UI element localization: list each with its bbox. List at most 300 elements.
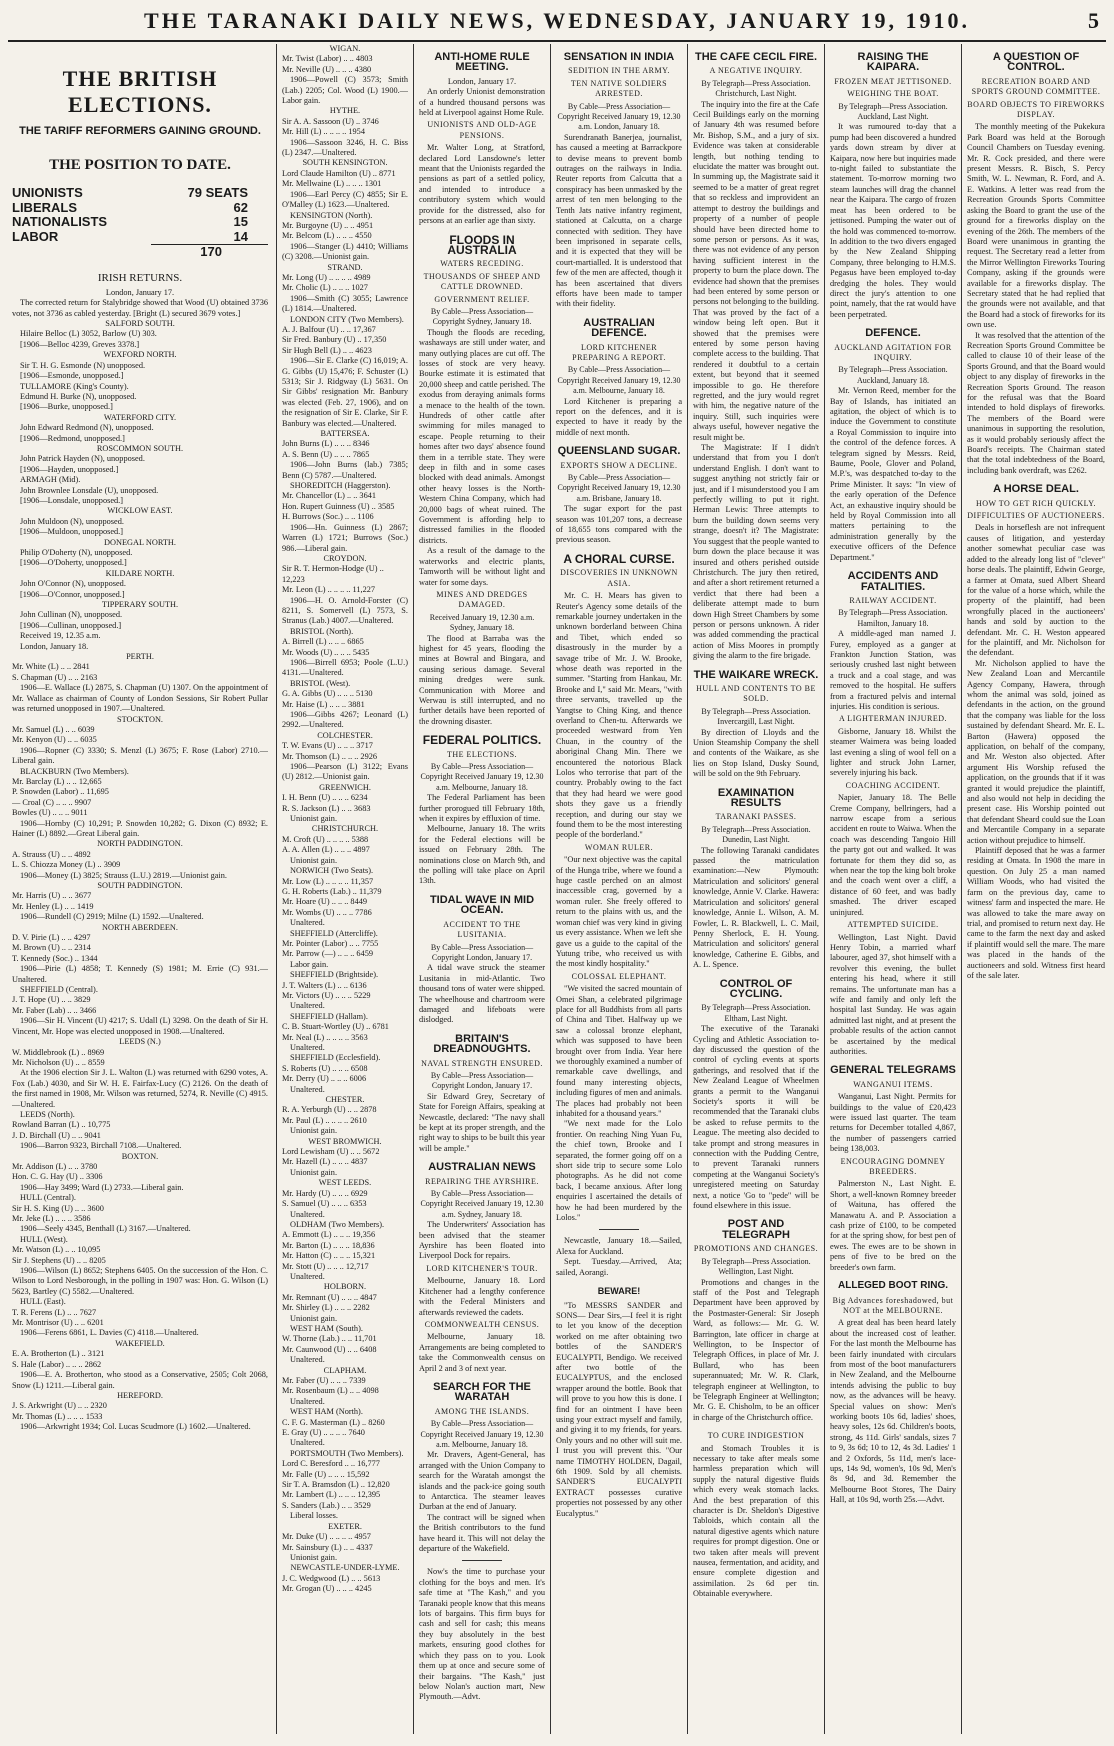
article-heading: THE CAFE CECIL FIRE. xyxy=(694,51,818,63)
article-text: Mr. Vernon Reed, member for the Bay of Islands, has initiated an agitation, the object of which is to induce the Government to constitute a Royal Commission to inquire into the control of the defence forces. A telegram signed by Messrs. Reid, Baume, Poole, Glover and Poland, M.P.'s, was despatched to-day to the Prime Minister. It says: "In view of the early operation of the Defence Act, an exhaustive inquiry should be held by Royal Commission into all matters pertaining to the administration generally by the executive officers of the Defence Department." xyxy=(830,386,956,562)
constituency-heading: SOUTH PADDINGTON. xyxy=(97,881,183,890)
result-line: KENSINGTON (North). xyxy=(290,210,373,220)
article-text: It was rumoured to-day that a pump had been discovered a hundred yards down stream by diver at Kaipara, now here but inquiries made to-night failed to substantiate the statement. To-morrow morning two steam launches will drag the channel near the Kaipara. The cargo of frozen meat has been ordered to be jettisoned. Pumping the water out of the hold was commenced to-morrow. In addition to the two divers engaged by the New Zealand Shipping Company, three belonging to H.M.S. Pegasus have been employed to-day dredging the holes. They would direct the jury's attention to one point, namely, that the rat would have been perpetrated. xyxy=(830,122,956,319)
result-line: 1906—Hn. Guinness (L) 2867; Warren (L) 1721; Burrows (Soc.) 986.—Liberal gain. xyxy=(282,522,408,553)
constituency-heading: DONEGAL NORTH. xyxy=(103,537,176,547)
result-line: Mr. Thomson (L) .. .. .. 2926 xyxy=(282,751,378,761)
result-line: D. V. Pirie (L) .. .. 4297 xyxy=(12,933,91,943)
result-line: H. Burrows (Soc.) .. .. 1106 xyxy=(282,512,374,522)
result-line: Mr. Cholic (L) .. .. .. 1027 xyxy=(282,283,368,293)
advertisement-heading: TO CURE INDIGESTION xyxy=(707,1431,805,1441)
article-subheading: A NEGATIVE INQUIRY. xyxy=(709,66,803,76)
column-divider xyxy=(824,44,825,1734)
result-line: Mr. Thomas (L) .. .. .. 1533 xyxy=(12,1411,103,1421)
result-line: Sir T. A. Bramsdon (L) .. 12,820 xyxy=(282,1480,390,1490)
result-line: Hon. C. G. Hay (U) .. 3306 xyxy=(12,1172,103,1182)
article-heading: A QUESTION OF CONTROL. xyxy=(992,51,1080,74)
result-line: Bowles (U) .. .. .. 9011 xyxy=(12,808,88,818)
column-1 xyxy=(12,44,268,1734)
result-line: I. H. Benn (U) .. .. .. 6234 xyxy=(282,793,368,803)
article-subheading: NAVAL STRENGTH ENSURED. xyxy=(421,1058,543,1068)
result-line: Mr. Hardy (U) .. .. .. 6929 xyxy=(282,1188,368,1198)
result-line: W. Thorne (Lab.) .. .. 11,701 xyxy=(282,1334,377,1344)
article-subheading: ATTEMPTED SUICIDE. xyxy=(847,920,939,930)
results-list xyxy=(282,44,408,1595)
constituency-heading: NORTH PADDINGTON. xyxy=(97,839,183,849)
article-heading: GENERAL TELEGRAMS xyxy=(830,1064,956,1077)
article-subheading: AMONG THE ISLANDS. xyxy=(434,1406,530,1416)
article-text: Plaintiff deposed that he was a farmer residing at Omata. In 1908 the mare in question. On July 25 a man named William Woods, who had visited the farm on the previous day, came to witness' farm and inspected the mare. He was allowed to take the mare away on trial, and promised to return next day. He came to the farm the next day and asked if plaintiff would sell the mare. The mare was placed in the hands of the auctioneers and sold. Witness first heard of the sale later. xyxy=(967,846,1105,980)
result-line: Unaltered. xyxy=(290,1271,325,1281)
column-divider xyxy=(961,44,962,1734)
result-line: Mr. Rosenbaum (L) .. .. 4098 xyxy=(282,1386,379,1396)
result-line: Lord C. Beresford .. .. 16,777 xyxy=(282,1459,380,1469)
result-line: Mr. Remnant (U) .. .. .. 4847 xyxy=(282,1292,377,1302)
column-5 xyxy=(693,44,819,1734)
article-subheading: ENCOURAGING DOMNEY BREEDERS. xyxy=(840,1156,946,1177)
result-line: 1906—Sassoon 3246, H. C. Biss (L) 2347.—Unaltered. xyxy=(282,137,408,158)
article-heading: FLOODS IN AUSTRALIA xyxy=(447,232,517,257)
result-line: Received 19, 12.35 a.m. xyxy=(20,631,101,641)
advertisement-text: A great deal has been heard lately about the increased cost of leather. For the last month the Melbourne has been fairly inundated with circulars from most of the boot manufacturers in New Zealand, and the Melbourne intends advising the public to buy now, as the advances will be heavy. Special values on show: Men's working boots 10s 6d, ladies' shoes, heavy soles, 12s 6d. Children's boots, strong, 4s 11d. Girls' sandals, sizes 7 to 9, 3s 6d; 10 to 12, 4s 3d. Ladies' 1 and 2 Oxfords, 5s 11d, men's lace-ups, 14s 9d, women's, 10s 9d, Men's 8s 9d, and 3d. Remember the Melbourne Boot Stores, The Dairy Hall, at 10s 9d, worth 25s.—Advt. xyxy=(830,1318,956,1505)
article-subheading: ACCIDENT TO THE LUSITANIA. xyxy=(443,919,521,940)
result-line: Mr. Twist (Labor) .. .. 4803 xyxy=(282,54,373,64)
article-subheading: DISCOVERIES IN UNKNOWN ASIA. xyxy=(560,568,678,588)
dateline: By Telegraph—Press Association. Eltham, Last Night. xyxy=(701,1003,811,1023)
result-line: Mr. Belcom (L) .. .. .. 4550 xyxy=(282,231,372,241)
result-line: WEST HAM (North). xyxy=(290,1407,363,1417)
article-subheading: TEN NATIVE SOLDIERS ARRESTED. xyxy=(570,78,668,99)
advertisement-text: Now's the time to purchase your clothing for the boys and men. It's safe time at "The Kash," and you Taranaki people know that this means lots of bargains. This firm buys for cash and sell for cash; this means they buy absolutely in the best markets, ensuring good clothes for which they pass on to you. Look them up at once and secure some of their bargains. "The Kash," just below Nolan's auction mart, New Plymouth.—Advt. xyxy=(419,1567,545,1702)
result-line: A. J. Balfour (U) .. .. 17,367 xyxy=(282,324,376,334)
result-line: [1906—Esmonde, unopposed.] xyxy=(20,371,124,381)
result-line: Mr. Shirley (L) .. .. .. 2282 xyxy=(282,1303,370,1313)
result-line: Mr. Paul (L) .. .. .. .. 2610 xyxy=(282,1115,367,1125)
shipping-text: Newcastle, January 18.—Sailed, Alexa for Auckland. xyxy=(556,1236,682,1256)
result-line: A. A. Allen (L) .. .. .. 4897 xyxy=(282,845,370,855)
article-subheading: LORD KITCHENER PREPARING A REPORT. xyxy=(572,342,666,362)
article-heading: FEDERAL POLITICS. xyxy=(422,733,542,748)
article-subheading: BOARD OBJECTS TO FIREWORKS DISPLAY. xyxy=(967,99,1105,120)
result-line: OLDHAM (Two Members). xyxy=(290,1219,385,1229)
position-row xyxy=(12,186,268,200)
article-text: Deals in horseflesh are not infrequent causes of litigation, and yesterday another somewhat peculiar case was added to the already long list of "clever" horse deals. The plaintiff, Edwin George, a farmer at Omata, sued Albert Sheard for the value of a horse which, while the property of the plaintiff, had been wrongfully placed in the auctioneers' hands and sold by auction to the defendant. Mr. C. H. Weston appeared for the plaintiff, and Mr. Nicholson for the defendant. xyxy=(967,523,1105,658)
result-line: SHOREDITCH (Haggerston). xyxy=(290,481,391,491)
dateline: By Telegraph—Press Association. Christchurch, Last Night. xyxy=(701,78,811,99)
article-subheading: REPAIRING THE AYRSHIRE. xyxy=(425,1176,539,1186)
result-line: 1906—Ropner (C) 3330; S. Menzl (L) 3675; F. Rose (Labor) 2710.—Liberal gain. xyxy=(12,745,268,766)
result-line: G. H. Roberts (Lab.) .. 11,379 xyxy=(282,886,382,896)
irish-intro: The corrected return for Stalybridge showed that Wood (U) obtained 3736 votes, not 3736 as cabled yesterday. [Bright (L) secured 3679 votes.] xyxy=(12,298,268,318)
party-name: LIBERALS xyxy=(12,199,77,215)
constituency-heading: CLAPHAM. xyxy=(323,1365,367,1375)
dateline: Received January 19, 12.30 a.m. Sydney, January 18. xyxy=(429,612,535,633)
constituency-heading: HEREFORD. xyxy=(117,1390,163,1400)
constituency-heading: LEEDS (N.) xyxy=(119,1037,161,1047)
article-text: Mr. Nicholson applied to have the New Zealand Loan and Mercantile Agency Company, Hawera, through whom the animal was sold, joined as defendants in the action, on the ground that the company was liable for the loss sustained by defendant Sheard. Mr. E. L. Barton (Hawera) opposed the application, on behalf of the company, and Mr. Weston also objected. After argument His Worship refused the application, on the grounds that if it was granted it would prejudice the plaintiff, and also would not help in deciding the present case. His Worship pointed out that defendant Sheard could sue the Loan and Mercantile Company in a separate action without prejudice to himself. xyxy=(967,658,1105,845)
dateline: By Cable—Press Association—Copyright London, January 17. xyxy=(430,942,534,962)
dateline: By Telegraph—Press Association. Hamilton, January 18. xyxy=(838,608,948,628)
article-text: The monthly meeting of the Pukekura Park Board was held at the Borough Council Chambers on Tuesday evening. Mr. R. Cock presided, and there were present Messrs. R. Bisch, S. Percy Smith, W. L. Newman, R. Ford, and A. E. Watkins. A letter was read from the Recreation Grounds Sports Committee asking the Board to grant the use of the ground for a fireworks display on the evening of the 26th. The members of the Board were unanimous in granting the request. The Secretary read a letter from the Mirror Wellington Fireworks Touring Company, asking if the grounds were available for a fireworks display. The Secretary stated that he had replied that the grounds were not available, and that the Board had a stock of fireworks for its own use. xyxy=(967,122,1105,330)
result-line: S. Hale (Labor) .. .. .. 2862 xyxy=(12,1359,102,1369)
article-text: Wanganui, Last Night. Permits for buildings to the value of £20,423 were issued last quarter. The team returns for December totalled 4,867, the number of passengers carried being 138,003. xyxy=(830,1092,956,1154)
article-subheading: HULL AND CONTENTS TO BE SOLD. xyxy=(696,683,816,704)
result-line: BRISTOL (North). xyxy=(290,626,354,636)
article-text: The flood at Barraba was the highest for 45 years, flooding the mines at Bowral and Bingara, and causing serious damage. Several mining dredges were sunk. Communication with Moree and Werwau is still interrupted, and no further details have been reported of the drowning disaster. xyxy=(419,633,545,726)
result-line: Unaltered. xyxy=(290,1438,325,1448)
result-line: 1906—E. Wallace (L) 2875, S. Chapman (U) 1307. On the appointment of Mr. Wallace as chairman of County of London Sessions, Sir Robert Pullar was returned unopposed in 1907.—Unaltered. xyxy=(12,683,268,714)
result-line: Unaltered. xyxy=(290,1084,325,1094)
dateline: By Cable—Press Association—Copyright Received January 19, 12.30 a.m. London, January 18. xyxy=(557,101,681,132)
result-line: [1906—Lonsdale, unopposed.] xyxy=(20,495,124,505)
result-line: Mr. Chancellor (L) .. .. 3641 xyxy=(282,491,377,501)
party-seats: 79 SEATS xyxy=(187,185,248,201)
article-text: Melbourne, January 18. The writs for the Federal elections will be issued on February 28th. The nominations close on March 9th, and the polling will take place on April 13th. xyxy=(419,824,545,886)
result-line: Unaltered. xyxy=(290,1043,325,1052)
article-subheading: COMMONWEALTH CENSUS. xyxy=(424,1319,540,1329)
article-subheading: WANGANUI ITEMS. xyxy=(853,1079,933,1089)
result-line: L. S. Chiozza Money (L) .. 3909 xyxy=(12,860,121,870)
result-line: M. Brown (U) .. .. 2314 xyxy=(12,943,91,953)
article-subheading: A LIGHTERMAN INJURED. xyxy=(838,714,948,724)
result-line: Mr. Wombs (U) .. .. .. 7786 xyxy=(282,907,372,917)
article-heading: QUEENSLAND SUGAR. xyxy=(557,445,681,458)
article-text: The Underwriters' Association has been advised that the steamer Ayrshire has been floated into Liverpool Dock for repairs. xyxy=(419,1220,545,1261)
constituency-heading: GREENWICH. xyxy=(319,782,371,792)
result-line: Mr. Low (L) .. .. .. .. 11,357 xyxy=(282,876,374,886)
result-line: Unaltered. xyxy=(290,1001,325,1011)
result-line: LEEDS (North). xyxy=(20,1109,75,1119)
article-heading: TIDAL WAVE IN MID OCEAN. xyxy=(429,893,535,917)
dateline: By Telegraph—Press Association. Auckland, January 18. xyxy=(838,365,948,385)
result-line: Mr. Faber (Lab) .. .. 3466 xyxy=(12,1005,97,1015)
article-text: It was resolved that the attention of the Recreation Sports Ground Committee be called to clause 10 of their lease of the Sports Ground, and that the Board would object to any display of fireworks in the Recreation Sports Ground. The reason for the refusal was that the Board intended to hold displays of fireworks. The members of the Board were unanimous in supporting the resolution, as it would probably seriously affect the Board's receipts. The Chairman stated that the total indebtedness of the Board, including bank overdraft, was £262. xyxy=(967,330,1105,475)
constituency-heading: CROYDON. xyxy=(323,553,367,563)
result-line: SHEFFIELD (Attercliffe). xyxy=(290,928,378,938)
constituency-heading: EXETER. xyxy=(328,1521,362,1531)
result-line: W. Middlebrook (L) .. 8969 xyxy=(12,1047,105,1057)
result-line: A. S. Benn (U) .. .. .. 7865 xyxy=(282,449,370,459)
column-divider xyxy=(687,44,688,1734)
dateline: By Telegraph—Press Association. Invercargill, Last Night. xyxy=(701,706,811,727)
advertisement-text: and Stomach Troubles it is necessary to take after meals some harmless preparation which will supply the natural digestive fluids which every weak stomach lacks. And the best preparation of this character is Dr. Sheldon's Digestive Tabloids, which contain all the natural digestive agents which nature requires for prompt digestion. One or two taken after meals will prevent nausea, fermentation, and acidity, and ensure complete digestion and assimilation. 2s 6d per tin. Obtainable everywhere. xyxy=(693,1443,819,1599)
result-line: Mr. Hill (L) .. .. .. .. 1954 xyxy=(282,127,365,137)
result-line: 1906—John Burns (lab.) 7385; Benn (C) 5787.—Unaltered. xyxy=(282,460,408,480)
headline-british-elections: THE BRITISH ELECTIONS. xyxy=(62,66,218,117)
result-line: At the 1906 election Sir J. L. Walton (L) was returned with 6290 votes, A. Fox (Lab.) 4030, and Sir W. H. E. Fairfax-Lucy (C) 2126. On the death of the first named in 1908, Mr. Wilson was returned, 5274, R. Neville (C) 4915.—Unaltered. xyxy=(12,1068,268,1109)
result-line: Mr. Neal (L) .. .. .. .. 3563 xyxy=(282,1032,368,1042)
result-line: 1906—Wilson (L) 8652; Stephens 6405. On the succession of the Hon. C. Wilson to Lord Nesborough, in the polling in 1907 was: Hon. G. Wilson (L) 5623, Bartley (C) 5582.—Unaltered. xyxy=(12,1266,268,1296)
result-line: Mr. Kenyon (U) .. .. 6035 xyxy=(12,735,97,745)
article-text: The Magistrate: If I didn't understand that from you I don't understand English. I don't want to suggest anything not strictly fair or just, and if I misunderstood you I am perfectly willing to put it right. Herman Lewis: Three attempts to burn the building down seems very strange, doesn't it? The Magistrate: You suggest that the people wanted to burn down the place because it was insured and others perished outside Christchurch. The jury then retired, and after a short retirement returned a verdict that there had been a deliberate attempt made to burn down High Street Chambers by some person or persons unknown. A rider was added commending the practical action of Miss Moores in promptly giving the alarm to the fire brigade. xyxy=(693,443,819,661)
result-line: 1906—Arkwright 1934; Col. Lucas Scudmore (L) 1602.—Unaltered. xyxy=(20,1422,251,1432)
result-line: Mr. Montrisor (U) .. .. 6201 xyxy=(12,1318,104,1328)
article-heading: BRITAIN'S DREADNOUGHTS. xyxy=(433,1032,531,1056)
article-text: Melbourne, January 18. Lord Kitchener had a lengthy conference with the Federal Ministers and afterwards reviewed the cadets. xyxy=(419,1276,545,1317)
article-subheading: GOVERNMENT RELIEF. xyxy=(434,294,530,304)
article-text: By direction of Lloyds and the Union Steamship Company the shell and contents of the Waikare, as she lies on Stop Island, Dusky Sound, will be sold on the 9th February. xyxy=(693,727,819,779)
party-seats: 14 xyxy=(233,228,248,244)
article-text: A tidal wave struck the steamer Lusitania in mid-Atlantic. Two thousand tons of water were shipped. The wheelhouse and chartroom were damaged and lifeboats were dislodged. xyxy=(419,963,545,1025)
article-subheading: SEDITION IN THE ARMY. xyxy=(568,66,670,76)
column-6 xyxy=(830,44,956,1734)
article-text: Though the floods are receding, washaways are still under water, and many outlying places are cut off. The losses of stock are very heavy. Bourke estimate it is estimated that 20,000 sheep and cattle perished. The exodus from deraying animals forms a menace to the health of the town. Hundreds of other cattle after swimming for miles managed to escape. People returning to their homes after two days' absence found them in a terrible state. They were deep in filth and in some cases blocked with dead animals. Amongst other heavy losses is the North-Western China Company, which had 20,000 bags of wheat ruined. The Government is affording help to distressed families in the flooded districts. xyxy=(419,327,545,545)
dateline: By Telegraph—Press Association. Dunedin, Last Night. xyxy=(701,824,811,845)
result-line: WEST HAM (South). xyxy=(290,1323,363,1333)
column-divider xyxy=(550,44,551,1734)
subhead-tariff-reformers: THE TARIFF REFORMERS GAINING GROUND. xyxy=(19,125,261,137)
result-line: Lord Lewisham (U) .. .. 5672 xyxy=(282,1147,380,1157)
party-seats: 62 xyxy=(233,199,248,215)
article-heading: EXAMINATION RESULTS xyxy=(717,786,795,810)
article-heading: CONTROL OF CYCLING. xyxy=(719,977,793,1000)
article-text: Mr. Walter Long, at Stratford, declared Lord Lansdowne's letter meant that the Unionists regarded the pensions as part of a settled policy, and intended to introduce a contributory system which would provide for the distressed, also for persons at an earlier age than sixty. xyxy=(419,143,545,226)
result-line: T. W. Evans (U) .. .. .. 3717 xyxy=(282,741,373,751)
article-heading: ANTI-HOME RULE MEETING. xyxy=(434,51,530,74)
column-divider xyxy=(276,44,277,1734)
column-7 xyxy=(967,44,1105,1734)
result-line: S. Chapman (U) .. .. 2163 xyxy=(12,672,98,682)
result-line: Sir T. H. G. Esmonde (N) unopposed. xyxy=(20,360,146,370)
result-line: 1906—Hay 3499; Ward (L) 2733.—Liberal gain. xyxy=(20,1182,184,1192)
article-heading: A CHORAL CURSE. xyxy=(563,551,675,566)
constituency-heading: CHRISTCHURCH. xyxy=(311,824,379,834)
position-row xyxy=(12,201,268,215)
result-line: Mr. Parrow (—) .. .. .. 6459 xyxy=(282,949,374,959)
article-text: The contract will be signed when the British contributors to the fund have heard it. This will not delay the departure of the Wakefield. xyxy=(419,1512,545,1554)
result-line: Unionist gain. xyxy=(290,1126,338,1136)
article-text: An orderly Unionist demonstration of a hundred thousand persons was held at Liverpool against Home Rule. xyxy=(419,87,545,118)
result-line: 1906—E. A. Brotherton, who stood as a Conservative, 2505; Colt 2068, Snow (L) 1211.—Liberal gain. xyxy=(12,1370,268,1390)
result-line: Philip O'Doherty (N), unopposed. xyxy=(20,548,133,557)
result-line: Mr. Faber (U) .. .. .. 7339 xyxy=(282,1376,366,1385)
result-line: Sir Hugh Bell (L) .. .. 4623 xyxy=(282,345,372,355)
result-line: 1906—Barron 9323, Birchall 7108.—Unaltered. xyxy=(20,1141,182,1151)
article-subheading: WEIGHING THE BOAT. xyxy=(847,89,939,99)
constituency-heading: KILDARE NORTH. xyxy=(105,568,175,578)
article-heading: A HORSE DEAL. xyxy=(993,483,1079,496)
result-line: T. R. Ferens (L) .. .. 7627 xyxy=(12,1307,97,1317)
article-subheading: EXPORTS SHOW A DECLINE. xyxy=(560,460,678,470)
result-line: Mr. Leon (L) .. .. .. .. 11,227 xyxy=(282,585,376,595)
result-line: Mr. Addison (L) .. .. 3780 xyxy=(12,1161,98,1171)
result-line: E. A. Brotherton (L) .. 3121 xyxy=(12,1349,105,1359)
article-subheading: RAILWAY ACCIDENT. xyxy=(849,595,937,605)
result-line: John O'Connor (N), unopposed. xyxy=(20,579,126,589)
constituency-heading: WEST BROMWICH. xyxy=(308,1136,382,1146)
dateline: London, January 17. xyxy=(105,287,175,297)
result-line: 1906—Hornby (C) 10,291; P. Snowden 10,282; G. Dixon (C) 8932; E. Hainer (L) 8892.—Great Liberal gain. xyxy=(12,818,268,838)
result-line: Mr. Barton (L) .. .. .. 18,836 xyxy=(282,1240,375,1250)
article-text: Promotions and changes in the staff of the Post and Telegraph Department have been approved by the Postmaster-General: Sir Joseph Ward, as follows:— Mr. G. W. Barrington, late officer in charge at Wellington, to be Inspector of Telegraph Offices, in place of Mr. J. Bullard, who has been superannuated; Mr. W. R. Clark, telegraph engineer at Wellington, to be Telegraph Engineer at Wellington; Mr. G. E. Chisholm, to be an officer in charge of the Christchurch office. xyxy=(693,1277,819,1422)
result-line: Mr. Woods (U) .. .. .. 5435 xyxy=(282,647,370,657)
result-line: [1906—Hayden, unopposed.] xyxy=(20,464,119,474)
result-line: S. Samuel (U) .. .. .. 6353 xyxy=(282,1199,367,1209)
result-line: SHEFFIELD (Hallam). xyxy=(290,1011,368,1021)
result-line: Labor gain. xyxy=(290,959,329,969)
article-text: The Federal Parliament has been further prorogued till February 18th, when it expires by effluxion of time. xyxy=(419,793,545,824)
result-line: SHEFFIELD (Ecclesfield). xyxy=(290,1053,381,1063)
result-line: R. A. Yerburgh (U) .. .. 2878 xyxy=(282,1105,377,1115)
column-4 xyxy=(556,44,682,1734)
result-line: London, January 18. xyxy=(20,641,89,651)
article-text: Lord Kitchener is preparing a report on the defences, and it is expected to have it ready by the middle of next month. xyxy=(556,396,682,437)
result-line: SHEFFIELD (Central). xyxy=(20,985,98,995)
result-line: A. Birrell (L) .. .. .. 6865 xyxy=(282,637,364,647)
result-line: Unionist gain. xyxy=(290,1167,338,1177)
result-line: Unionist gain. xyxy=(290,814,338,824)
article-subheading: MINES AND DREDGES DAMAGED. xyxy=(436,589,528,610)
advertisement-text: "To MESSRS SANDER and SONS— Dear Sirs,—I feel it is right to let you know of the deception worked on me after obtaining two bottles of the SANDER'S EUCALYPTI, Bendigo. We received after two bottle of the EUCALYPTUS, and the enclosed wrapper around the bottle. Book that will prove to you how this is done. I find for an ointment I have been using your extract myself and family, and giving it to my friends, for years. Only yours and no other will suit me. I trust you will prevent this. "Our name TIMOTHY HOLDEN, Dagail, 6th 1909. Sold by all chemists. SANDER'S EUCALYPTI EXTRACT possesses curative properties not possessed by any other Eucalyptus." xyxy=(556,1300,682,1518)
result-line: T. Kennedy (Soc.) .. 1344 xyxy=(12,953,98,963)
article-text: Wellington, Last Night. David Henry Tobin, a married wharf labourer, aged 37, shot himself with a revolver this evening, the bullet entering his head, where it still remains. The unfortunate man has a wife and family and only left the hospital last Sunday. He was again admitted last night, and at present the probable results of the action cannot be ascertained by the medical authorities. xyxy=(830,932,956,1056)
result-line: 1906—Money (L) 3825; Strauss (L.U.) 2819.—Unionist gain. xyxy=(20,870,227,880)
constituency-heading: COLCHESTER. xyxy=(317,730,373,740)
result-line: C. F. G. Masterman (L) .. 8260 xyxy=(282,1417,385,1427)
result-line: R. S. Jackson (L) .. .. 3683 xyxy=(282,803,371,813)
result-line: M. Croft (U) .. .. .. .. 5388 xyxy=(282,834,369,844)
result-line: Sir R. T. Hermon-Hodge (U) .. 12,223 xyxy=(282,564,384,584)
result-line: [1906—Belloc 4239, Greves 3378.] xyxy=(20,339,140,349)
position-total: 170 xyxy=(151,245,268,260)
article-text: The sugar export for the past season was 101,207 tons, a decrease of 18,655 tons compared with the previous season. xyxy=(556,504,682,545)
result-line: Unaltered. xyxy=(290,1355,325,1365)
position-heading: THE POSITION TO DATE. xyxy=(49,157,231,174)
result-line: S. Roberts (U) .. .. .. 6508 xyxy=(282,1063,368,1073)
result-line: 1906—Stanger (L) 4410; Williams (C) 3208.—Unionist gain. xyxy=(282,241,408,262)
article-subheading: THOUSANDS OF SHEEP AND CATTLE DROWNED. xyxy=(423,271,541,292)
result-line: Mr. Falle (U) .. .. .. 15,592 xyxy=(282,1469,370,1479)
result-line: Unaltered. xyxy=(290,1209,325,1219)
party-name: LABOR xyxy=(12,228,59,244)
result-line: Unionist gain. xyxy=(290,1313,338,1323)
party-name: NATIONALISTS xyxy=(12,214,108,230)
shipping-text: Sept. Tuesday.—Arrived, Ata; sailed, Aorangi. xyxy=(556,1257,682,1277)
dateline: By Cable—Press Association—Copyright Sydney, January 18. xyxy=(430,306,534,327)
result-line: J. T. Hope (U) .. .. 3829 xyxy=(12,995,91,1005)
article-text: "Our next objective was the capital of the Hunga tribe, where we found a huge castle perched on an almost inaccessible crag, governed by a woman ruler. She freely offered to return to the plains with us, and the woman chief was very kind in giving us every assistance. When we left she gave us a guide to the capital of the Yutung tribe, who received us with the most kindly hospitality." xyxy=(556,855,682,969)
result-line: LONDON CITY (Two Members). xyxy=(290,314,404,324)
dateline: By Cable—Press Association—Copyright Received January 19, 12.30 a.m. Melbourne, January 18. xyxy=(420,762,544,792)
result-line: [1906—Muldoon, unopposed.] xyxy=(20,527,124,537)
article-subheading: LORD KITCHENER'S TOUR. xyxy=(426,1263,538,1273)
column-2 xyxy=(282,44,408,1734)
dateline: By Telegraph—Press Association. Auckland, Last Night. xyxy=(838,101,948,122)
result-line: Mr. Duke (U) .. .. .. .. 4957 xyxy=(282,1532,371,1542)
result-line: Mr. Pointer (Labor) .. .. 7755 xyxy=(282,938,379,948)
divider xyxy=(599,1229,639,1230)
result-line: Sir H. S. King (U) .. .. 3600 xyxy=(12,1203,104,1213)
article-subheading: TARANAKI PASSES. xyxy=(715,812,797,822)
article-text: Palmerston N., Last Night. E. Short, a well-known Romney breeder of Waituna, has offered the Manawatu A. and P. Association a cash prize of £100, to be competed for at the spring show, for best pen of ewes. The ewes are to be shown in pens of five to be bred on the breeder's own farm. xyxy=(830,1179,956,1272)
column-3 xyxy=(419,44,545,1734)
result-line: Mr. Long (U) .. .. .. .. 4989 xyxy=(282,272,371,282)
article-text: The inquiry into the fire at the Cafe Cecil Buildings early on the morning of January 4th was resumed before Mr. Bishop, S.M., and a jury of six. Evidence was taken at considerable length, but nothing tending to elucidate the matter was brought out. In summing up, the Magistrate said it seemed to be a matter of great regret that so reckless and improvident an attempt to destroy the buildings and property of a number of people should have been directed home to some person or persons. As it was, there was not evidence of any person having sufficient interest in the property to burn the place down. The evidence had shown that the premises had been entered by some person or persons not belonging to the building. That was proved by the fact of a window being left open. But it showed that the premises were entered by some person having complete access to the building. That rendered it doubtful to a certain extent, but beyond that it seemed impossible to go. He therefore regretted, and the jury would regret with him, the negative nature of the inquiry. Still, such inquiries were always useful, however negative the result might be. xyxy=(693,99,819,442)
article-subheading: FROZEN MEAT JETTISONED. xyxy=(834,76,952,86)
result-line: 1906—Birrell 6953; Poole (L.U.) 4131.—Unaltered. xyxy=(282,657,408,678)
result-line: Liberal losses. xyxy=(290,1511,338,1521)
constituency-heading: PERTH. xyxy=(126,652,154,662)
result-line: Mr. Henley (L) .. .. 1419 xyxy=(12,901,94,911)
result-line: Unaltered. xyxy=(290,1396,325,1406)
article-text: The executive of the Taranaki Cycling and Athletic Association to-day discussed the question of the control of cycling events at sports gatherings, and resolved that if the New Zealand League of Wheelmen grants a permit to the Wanganui Society's sports it will be recommended that the Taranaki clubs be asked to refuse permits to the League. The meeting also decided to take prompt and strong measures in connection with the Pudding Centre, to prevent Taranaki runners competing at the Wanganui Society's unregistered meeting on Saturday next, a notice 'Go to "pede" will be found elsewhere in this issue. xyxy=(693,1024,819,1211)
result-line: 1906—Seely 4345, Benthall (L) 3167.—Unaltered. xyxy=(20,1224,191,1234)
result-line: Mr. White (L) .. .. 2841 xyxy=(12,662,90,672)
constituency-heading: BATTERSEA. xyxy=(320,429,370,439)
result-line: ARMAGH (Mid). xyxy=(20,475,81,485)
article-text: Gisborne, January 18. Whilst the steamer Waimera was being loaded last evening a sling of wool fell on a lighter and struck John Larner, severely injuring his back. xyxy=(830,726,956,778)
column-divider xyxy=(413,44,414,1734)
result-line: [1906—O'Connor, unopposed.] xyxy=(20,589,125,599)
constituency-heading: WEST LEEDS. xyxy=(318,1178,372,1188)
dateline: London, January 17. xyxy=(447,76,517,86)
constituency-heading: TIPPERARY SOUTH. xyxy=(101,600,179,610)
masthead-title: THE TARANAKI DAILY NEWS, WEDNESDAY, JANUARY 19, 1910. xyxy=(144,8,970,33)
article-text: "We visited the sacred mountain of Omei Shan, a celebrated pilgrimage place for all Buddhists from all parts of China and Tibet. Halfway up we saw a colossal bronze elephant, which was supposed to have been brought over from India. Year here we thoroughly examined a number of remarkable cave dwellings, and found many interesting objects, including figures of men and animals. The places had probably not been inhabited for a thousand years." xyxy=(556,984,682,1118)
constituency-heading: HOLBORN. xyxy=(323,1282,367,1292)
result-line: J. C. Wedgwood (L) .. .. 5613 xyxy=(282,1573,381,1583)
result-line: Mr. Harris (U) .. .. 3677 xyxy=(12,891,92,901)
constituency-heading: ROSCOMMON SOUTH. xyxy=(96,443,184,453)
dateline: By Cable—Press Association—Copyright Received January 19, 12.30 a.m. Sydney, January 18. xyxy=(420,1189,544,1219)
result-line: [1906—O'Doherty, unopposed.] xyxy=(20,558,127,568)
article-heading: SENSATION IN INDIA xyxy=(563,51,675,63)
result-line: Sir A. A. Sassoon (U) .. 3746 xyxy=(282,116,379,126)
article-subheading: PROMOTIONS AND CHANGES. xyxy=(693,1244,819,1254)
article-text: The following Taranaki candidates passed the matriculation examination:—New Plymouth: Matriculation and solicitors' general knowledge, Annie V. Clarke. Hawera: Matriculation and solicitors' general knowledge, Annie L. Wilson, A. M. Fowler, L. R. Blackwell, L. C. Mail, Penny Sherlock, E. H. Young. Matriculation and solicitors' general knowledge, Catherine E. Gibbs, and A. L. Spence. xyxy=(693,845,819,970)
constituency-heading: HYTHE. xyxy=(329,106,361,116)
result-line: G. A. Gibbs (U) .. .. .. 5130 xyxy=(282,689,373,699)
result-line: Mr. Samuel (L) .. .. 6039 xyxy=(12,724,95,734)
result-line: Unionist gain. xyxy=(290,1552,338,1562)
advertisement-heading: BEWARE! xyxy=(597,1286,641,1297)
article-text: Sir Edward Grey, Secretary of State for Foreign Affairs, speaking at Newcastle, declared: "The navy shall be kept at its proper strength, and the right way to ships to be built this year will be ample." xyxy=(419,1091,545,1153)
article-heading: AUSTRALIAN DEFENCE. xyxy=(583,316,655,340)
result-line: John Brownlee Lonsdale (U), unopposed. xyxy=(20,485,159,495)
article-heading: AUSTRALIAN NEWS xyxy=(428,1161,536,1174)
result-line: SHEFFIELD (Brightside). xyxy=(290,970,379,980)
result-line: Sir J. Stephens (U) .. .. 8205 xyxy=(12,1255,106,1265)
result-line: HULL (Central). xyxy=(20,1193,76,1203)
article-heading: RAISING THE KAIPARA. xyxy=(857,51,929,74)
result-line: 1906—Pearson (L) 3122; Evans (U) 2812.—Unionist gain. xyxy=(282,762,408,782)
result-line: Unaltered. xyxy=(290,918,325,928)
result-line: Mr. Sainsbury (L) .. .. 4337 xyxy=(282,1542,373,1552)
result-line: Mr. Nicholson (U) .. .. 8559 xyxy=(12,1057,105,1067)
result-line: [1906—Cullinan, unopposed.] xyxy=(20,620,122,630)
position-table xyxy=(12,186,268,259)
result-line: Mr. Caunwood (U) .. .. 6408 xyxy=(282,1344,377,1354)
result-line: 1906—Rundell (C) 2919; Milne (L) 1592.—Unaltered. xyxy=(20,912,204,922)
result-line: Mr. Neville (U) .. .. .. 4380 xyxy=(282,64,372,74)
result-line: John Burns (L) .. .. .. 8346 xyxy=(282,439,370,449)
article-subheading: WATERS RECEDING. xyxy=(440,259,524,269)
result-line: 1906—H. O. Arnold-Forster (C) 8211, S. Somervell (L) 7573, S. Stranus (Lab.) 4007.—Unaltered. xyxy=(282,595,408,626)
result-line: J. D. Birchall (U) .. .. 9041 xyxy=(12,1130,101,1140)
result-line: Mr. Grogan (U) .. .. .. 4245 xyxy=(282,1584,372,1594)
result-line: A. Emmott (L) .. .. .. 19,356 xyxy=(282,1230,376,1240)
result-line: Mr. Stott (U) .. .. .. 12,717 xyxy=(282,1261,369,1271)
result-line: Mr. Derry (U) .. .. .. 6006 xyxy=(282,1074,367,1084)
dateline: By Cable—Press Association—Copyright Received January 19, 12.30 a.m. Brisbane, January 18. xyxy=(557,473,681,503)
dateline: By Telegraph—Press Association. Wellington, Last Night. xyxy=(701,1256,811,1277)
result-line: E. Gray (U) .. .. .. .. 7640 xyxy=(282,1428,365,1438)
position-row xyxy=(12,215,268,229)
constituency-heading: NORTH ABERDEEN. xyxy=(101,922,179,932)
result-line: 1906—Powell (C) 3573; Smith (Lab.) 2205; Col. Wood (L) 1900.—Labor gain. xyxy=(282,75,408,106)
result-line: Mr. Watson (L) .. .. 10,095 xyxy=(12,1245,101,1255)
result-line: [1906—Redmond, unopposed.] xyxy=(20,433,125,443)
